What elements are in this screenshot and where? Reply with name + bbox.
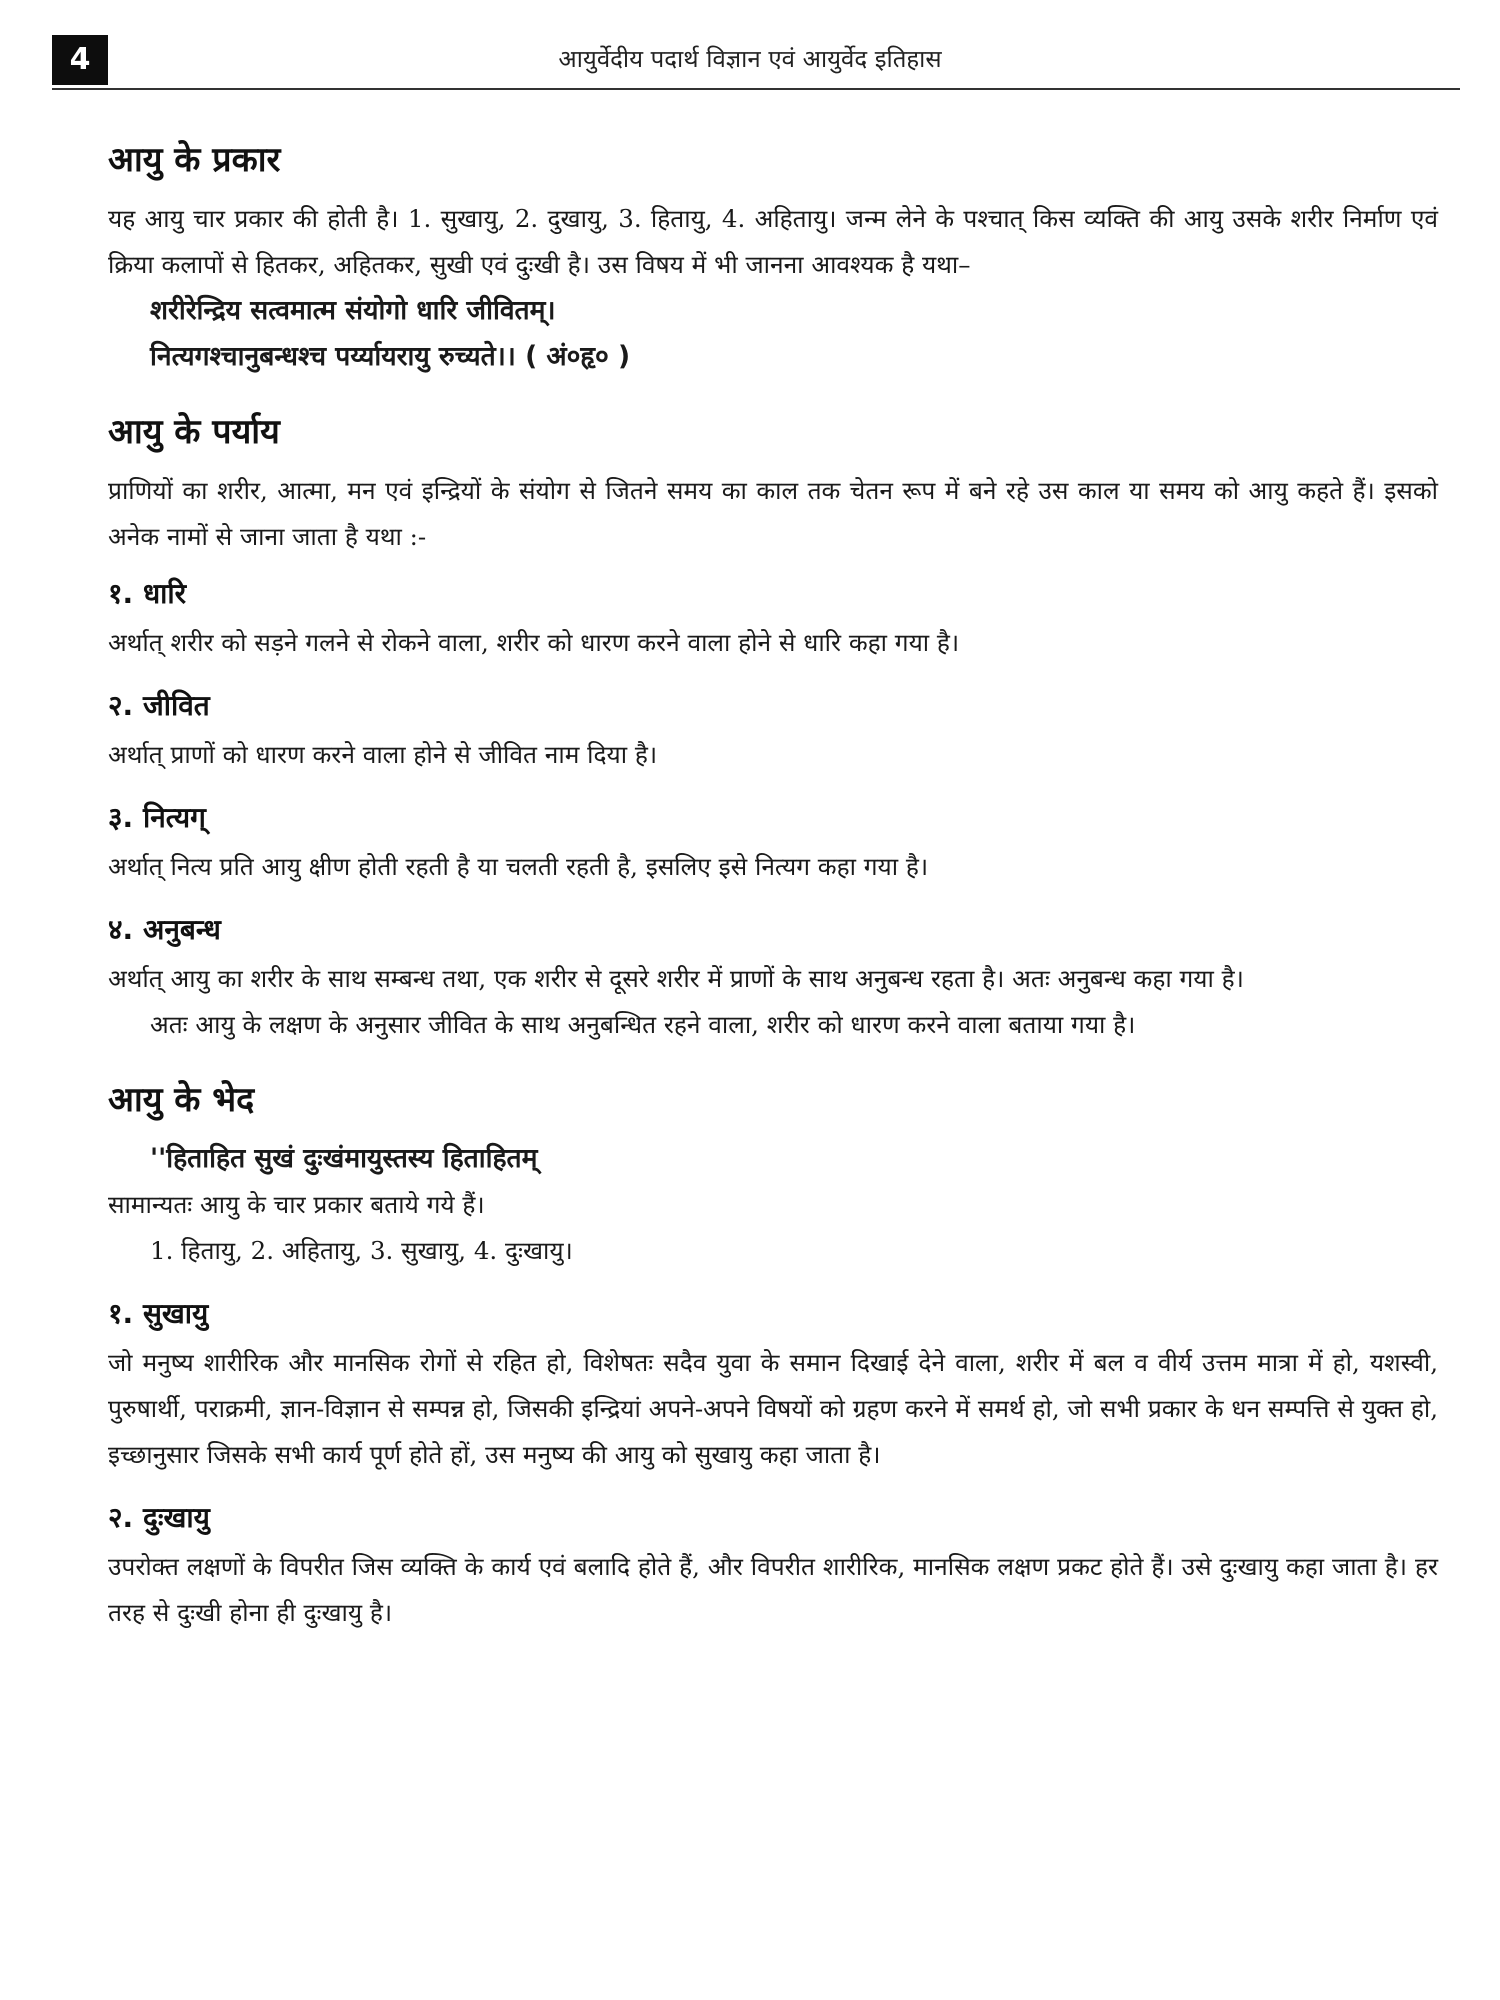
section-heading-synonyms: आयु के पर्याय <box>108 412 280 452</box>
verse-line-2: नित्यगश्चानुबन्धश्च पर्य्यायरायु रुच्यते।। ( अं०हृ० ) <box>150 341 631 372</box>
division-heading-sukhayu: १. सुखायु <box>108 1297 209 1330</box>
divisions-list: 1. हितायु, 2. अहितायु, 3. सुखायु, 4. दुःखायु। <box>150 1236 573 1265</box>
header-divider <box>52 88 1460 90</box>
synonym-text-jivit: अर्थात् प्राणों को धारण करने वाला होने से जीवित नाम दिया है। <box>108 740 658 769</box>
divisions-verse: ''हिताहित सुखं दुःखंमायुस्तस्य हिताहितम् <box>150 1143 538 1174</box>
page-number: 4 <box>52 35 108 85</box>
section-heading-types: आयु के प्रकार <box>108 140 281 180</box>
synonym-text-nityag: अर्थात् नित्य प्रति आयु क्षीण होती रहती है या चलती रहती है, इसलिए इसे नित्यग कहा गया है। <box>108 852 929 881</box>
synonyms-paragraph: प्राणियों का शरीर, आत्मा, मन एवं इन्द्रियों के संयोग से जितने समय का काल तक चेतन रूप में बने रहे उस काल या समय को आयु कहते हैं। इसको अनेक नामों से जाना जाता है यथा :- <box>108 476 1438 551</box>
running-header-title: आयुर्वेदीय पदार्थ विज्ञान एवं आयुर्वेद इतिहास <box>558 45 942 73</box>
types-paragraph: यह आयु चार प्रकार की होती है। 1. सुखायु, 2. दुखायु, 3. हितायु, 4. अहितायु। जन्म लेने के पश्चात् किस व्यक्ति की आयु उसके शरीर निर्माण एवं क्रिया कलापों से हितकर, अहितकर, सुखी एवं दुःखी है। उस विषय में भी जानना आवश्यक है यथा– <box>108 204 1438 279</box>
synonym-heading-anubandh: ४. अनुबन्ध <box>108 913 221 946</box>
division-text-dukhayu: उपरोक्त लक्षणों के विपरीत जिस व्यक्ति के कार्य एवं बलादि होते हैं, और विपरीत शारीरिक, मानसिक लक्षण प्रकट होते हैं। उसे दुःखायु कहा जाता है। हर तरह से दुःखी होना ही दुःखायु है। <box>108 1552 1438 1627</box>
synonym-heading-dhari: १. धारि <box>108 577 187 610</box>
division-text-sukhayu: जो मनुष्य शारीरिक और मानसिक रोगों से रहित हो, विशेषतः सदैव युवा के समान दिखाई देने वाला, शरीर में बल व वीर्य उत्तम मात्रा में हो, यशस्वी, पुरुषार्थी, पराक्रमी, ज्ञान-विज्ञान से सम्पन्न हो, जिसकी इन्द्रियां अपने-अपने विषयों को ग्रहण करने में समर्थ हो, जो सभी प्रकार के धन सम्पत्ति से युक्त हो, इच्छानुसार जिसके सभी कार्य पूर्ण होते हों, उस मनुष्य की आयु को सुखायु कहा जाता है। <box>108 1348 1438 1469</box>
verse-line-1: शरीरेन्द्रिय सत्वमात्म संयोगो धारि जीवितम्। <box>150 295 556 326</box>
synonym-text-dhari: अर्थात् शरीर को सड़ने गलने से रोकने वाला, शरीर को धारण करने वाला होने से धारि कहा गया है। <box>108 628 960 657</box>
section-heading-divisions: आयु के भेद <box>108 1080 255 1120</box>
divisions-intro: सामान्यतः आयु के चार प्रकार बताये गये हैं। <box>108 1190 485 1219</box>
synonyms-conclusion: अतः आयु के लक्षण के अनुसार जीवित के साथ अनुबन्धित रहने वाला, शरीर को धारण करने वाला बताया गया है। <box>150 1010 1136 1039</box>
synonym-heading-nityag: ३. नित्यग् <box>108 801 206 834</box>
synonym-heading-jivit: २. जीवित <box>108 689 210 722</box>
synonym-text-anubandh: अर्थात् आयु का शरीर के साथ सम्बन्ध तथा, एक शरीर से दूसरे शरीर में प्राणों के साथ अनुबन्ध रहता है। अतः अनुबन्ध कहा गया है। <box>108 964 1244 993</box>
division-heading-dukhayu: २. दुःखायु <box>108 1501 210 1534</box>
page-content <box>108 138 1438 1636</box>
